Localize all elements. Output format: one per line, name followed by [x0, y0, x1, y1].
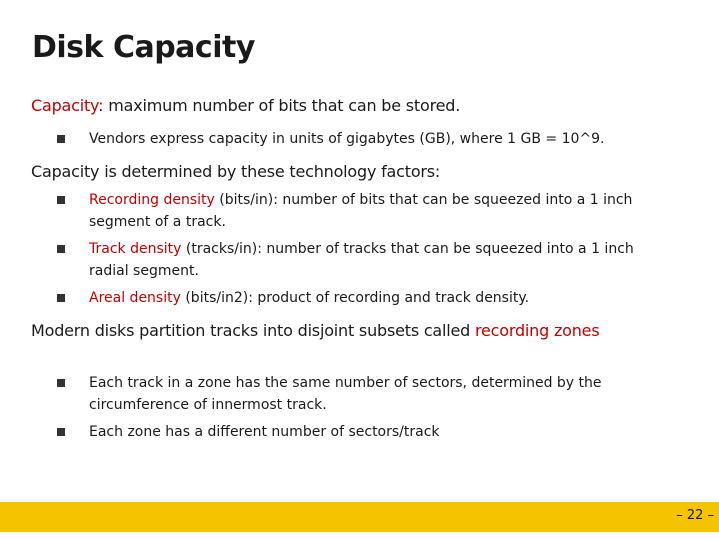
bullet-text: [89, 238, 634, 260]
factors-heading: Capacity is determined by these technology factors:: [31, 162, 441, 181]
capacity-term: Capacity:: [31, 96, 104, 115]
bullet-text: Each track in a zone has the same number of sectors, determined by the: [89, 375, 602, 391]
bullet-text: [89, 287, 529, 309]
capacity-heading: [31, 96, 460, 115]
square-bullet-icon: [57, 245, 65, 253]
bullet-text: Vendors express capacity in units of gigabytes (GB), where 1 GB = 10^9.: [89, 131, 605, 147]
square-bullet-icon: [57, 428, 65, 436]
square-bullet-icon: [57, 294, 65, 302]
square-bullet-icon: [57, 379, 65, 387]
square-bullet-icon: [57, 196, 65, 204]
zones-term: recording zones: [475, 321, 600, 340]
bullet-text: radial segment.: [89, 263, 199, 279]
factor-term: Track density: [89, 241, 182, 257]
slide-title: Disk Capacity: [32, 30, 255, 65]
page-number: – 22 –: [676, 508, 714, 523]
factor-term: Areal density: [89, 290, 181, 306]
bullet-text: [89, 189, 632, 211]
zones-heading-text: Modern disks partition tracks into disjoint subsets called: [31, 321, 476, 340]
bullet-text: segment of a track.: [89, 214, 226, 230]
footer-bar: [0, 502, 719, 532]
factor-desc: (bits/in2): product of recording and track density.: [180, 290, 530, 306]
factor-term: Recording density: [89, 192, 215, 208]
factor-desc: (tracks/in): number of tracks that can be squeezed into a 1 inch: [181, 241, 634, 257]
capacity-definition: maximum number of bits that can be stored.: [103, 96, 461, 115]
factor-desc: (bits/in): number of bits that can be squeezed into a 1 inch: [214, 192, 633, 208]
bullet-text: Each zone has a different number of sectors/track: [89, 424, 440, 440]
zones-heading: [31, 321, 599, 340]
bullet-text: circumference of innermost track.: [89, 397, 327, 413]
square-bullet-icon: [57, 135, 65, 143]
